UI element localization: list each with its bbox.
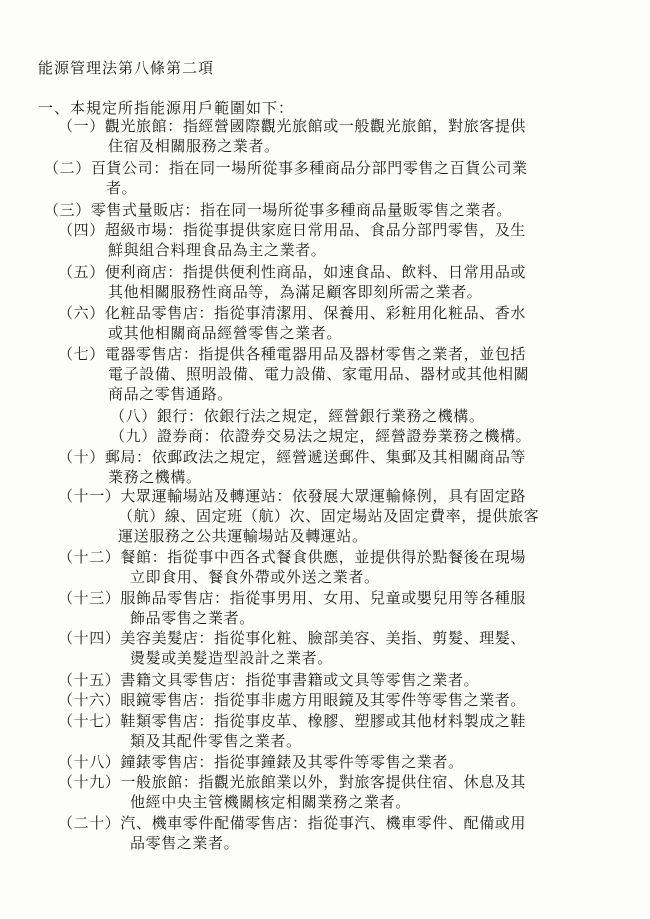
list-item: [58, 752, 464, 772]
item-text: 書籍文具零售店：指從事書籍或文具等零售之業者。: [120, 671, 480, 689]
item-number: （二）: [44, 159, 91, 177]
item-number: （四）: [58, 221, 105, 239]
item-number: （十四）: [58, 629, 121, 647]
item-text: 其他相關服務性商品等，為滿足顧客即刻所需之業者。: [108, 283, 483, 301]
item-text: 電子設備、照明設備、電力設備、家電用品、器材或其他相關: [108, 365, 530, 383]
item-text: （航）線、固定班（航）次、固定場站及固定費率，提供旅客: [118, 507, 540, 525]
item-text: 住宿及相關服務之業者。: [108, 137, 280, 155]
item-text: 立即食用、餐食外帶或外送之業者。: [130, 568, 380, 586]
item-text: 百貨公司：指在同一場所從事多種商品分部門零售之百貨公司業: [90, 159, 528, 177]
item-text: 商品之零售通路。: [108, 385, 233, 403]
item-number: （十九）: [58, 773, 121, 791]
list-item: [110, 406, 484, 426]
item-number: （十）: [58, 448, 105, 466]
item-text: 觀光旅館：指經營國際觀光旅館或一般觀光旅館，對旅客提供: [104, 117, 527, 135]
list-item: [58, 711, 526, 751]
item-number: （二十）: [58, 814, 121, 832]
list-item: [58, 344, 529, 404]
item-text: 證券商：依證券交易法之規定，經營證券業務之機構。: [156, 427, 532, 445]
item-text: 郵局：依郵政法之規定，經營遞送郵件、集郵及其相關商品等: [104, 448, 527, 466]
list-item: [58, 303, 526, 343]
item-text: 類及其配件零售之業者。: [130, 732, 302, 750]
page-title: 能源管理法第八條第二項: [38, 59, 215, 77]
item-number: （六）: [58, 304, 105, 322]
item-number: （七）: [58, 345, 105, 363]
item-text: 電器零售店：指提供各種電器用品及器材零售之業者，並包括: [104, 345, 527, 363]
item-number: （十七）: [58, 712, 121, 730]
item-text: 品零售之業者。: [130, 834, 240, 852]
list-item: [58, 547, 526, 587]
list-item: [58, 772, 526, 812]
list-item: [110, 426, 531, 446]
item-text: 燙髮或美髮造型設計之業者。: [130, 649, 333, 667]
item-text: 眼鏡零售店：指從事非處方用眼鏡及其零件等零售之業者。: [120, 691, 527, 709]
item-number: （十三）: [58, 589, 121, 607]
item-number: （十八）: [58, 753, 121, 771]
item-text: 化粧品零售店：指從事清潔用、保養用、彩粧用化粧品、香水: [104, 304, 527, 322]
item-text: 銀行：依銀行法之規定，經營銀行業務之機構。: [156, 407, 485, 425]
item-number: （一）: [58, 117, 105, 135]
list-item: [58, 588, 526, 628]
item-text: 運送服務之公共運輸場站及轉運站。: [118, 527, 368, 545]
item-number: （十一）: [58, 487, 121, 505]
item-text: 飾品零售之業者。: [130, 609, 255, 627]
list-item: [58, 670, 479, 690]
item-text: 美容美髮店：指從事化粧、臉部美容、美指、剪髮、理髮、: [120, 629, 527, 647]
item-number: （三）: [44, 201, 91, 219]
item-number: （九）: [110, 427, 157, 445]
item-text: 餐館：指從事中西各式餐食供應，並提供得於點餐後在現場: [120, 548, 527, 566]
list-item: [58, 628, 526, 668]
item-number: （十六）: [58, 691, 121, 709]
list-item: [58, 447, 526, 487]
item-text: 者。: [106, 179, 138, 197]
section-intro: 一、本規定所指能源用戶範圍如下：: [38, 99, 295, 117]
list-item: [44, 158, 528, 198]
item-number: （八）: [110, 407, 157, 425]
item-text: 便利商店：指提供便利性商品，如速食品、飲料、日常用品或: [104, 263, 527, 281]
list-item: [58, 116, 526, 156]
item-text: 他經中央主管機關核定相關業務之業者。: [130, 793, 411, 811]
item-text: 鐘錶零售店：指從事鐘錶及其零件等零售之業者。: [120, 753, 464, 771]
item-number: （五）: [58, 263, 105, 281]
item-text: 業務之機構。: [108, 468, 202, 486]
item-text: 鞋類零售店：指從事皮革、橡膠、塑膠或其他材料製成之鞋: [120, 712, 527, 730]
item-number: （十二）: [58, 548, 121, 566]
list-item: [58, 486, 539, 546]
item-text: 超級市場：指從事提供家庭日常用品、食品分部門零售，及生: [104, 221, 527, 239]
list-item: [58, 220, 526, 260]
item-text: 鮮與組合料理食品為主之業者。: [108, 241, 327, 259]
list-item: [44, 200, 512, 220]
item-text: 零售式量販店：指在同一場所從事多種商品量販零售之業者。: [90, 201, 513, 219]
list-item: [58, 262, 526, 302]
item-text: 大眾運輸場站及轉運站：依發展大眾運輸條例，具有固定路: [120, 487, 527, 505]
item-text: 服飾品零售店：指從事男用、女用、兒童或嬰兒用等各種服: [120, 589, 527, 607]
list-item: [58, 813, 526, 853]
item-text: 一般旅館：指觀光旅館業以外，對旅客提供住宿、休息及其: [120, 773, 527, 791]
item-text: 汽、機車零件配備零售店：指從事汽、機車零件、配備或用: [120, 814, 527, 832]
list-item: [58, 690, 526, 710]
item-number: （十五）: [58, 671, 121, 689]
item-text: 或其他相關商品經營零售之業者。: [108, 324, 343, 342]
